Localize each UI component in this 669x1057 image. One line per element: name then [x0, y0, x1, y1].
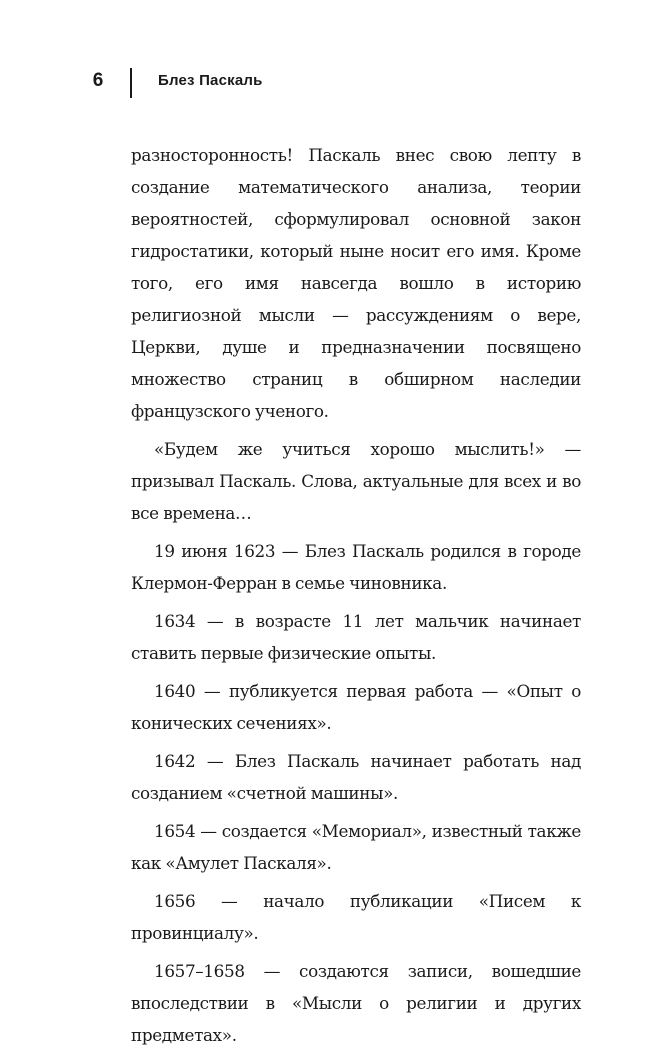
page-number: 6 [92, 70, 104, 91]
page-header [0, 68, 669, 98]
paragraph: «Будем же учиться хорошо мыслить!» — призывал Паскаль. Слова, актуальные для всех и во все времена… [131, 439, 581, 523]
chronology-entry: 19 июня 1623 — Блез Паскаль родился в городе Клермон-Ферран в семье чиновника. [131, 541, 581, 593]
chronology-entry: 1642 — Блез Паскаль начинает работать над созданием «счетной машины». [131, 751, 581, 803]
paragraph: разносторонность! Паскаль внес свою лепту в создание математического анализа, теории вероятностей, сформулировал основной закон гидростатики, который ныне носит его имя. Кроме того, его имя навсегда вошло в историю религиозной мысли — рассуждениям о вере, Церкви, душе и предназначении посвящено множество страниц в обширном наследии французского ученого. [131, 145, 581, 421]
chronology-entry: 1656 — начало публикации «Писем к провинциалу». [131, 891, 581, 943]
body-text [131, 139, 581, 1057]
chronology-entry: 1654 — создается «Мемориал», известный также как «Амулет Паскаля». [131, 821, 581, 873]
chronology-entry: 1634 — в возрасте 11 лет мальчик начинает ставить первые физические опыты. [131, 611, 581, 663]
running-title: Блез Паскаль [158, 72, 263, 89]
chronology-entry: 1657–1658 — создаются записи, вошедшие впоследствии в «Мысли о религии и других предметах». [131, 961, 581, 1045]
chronology-entry: 1640 — публикуется первая работа — «Опыт о конических сечениях». [131, 681, 581, 733]
header-divider [130, 68, 132, 98]
